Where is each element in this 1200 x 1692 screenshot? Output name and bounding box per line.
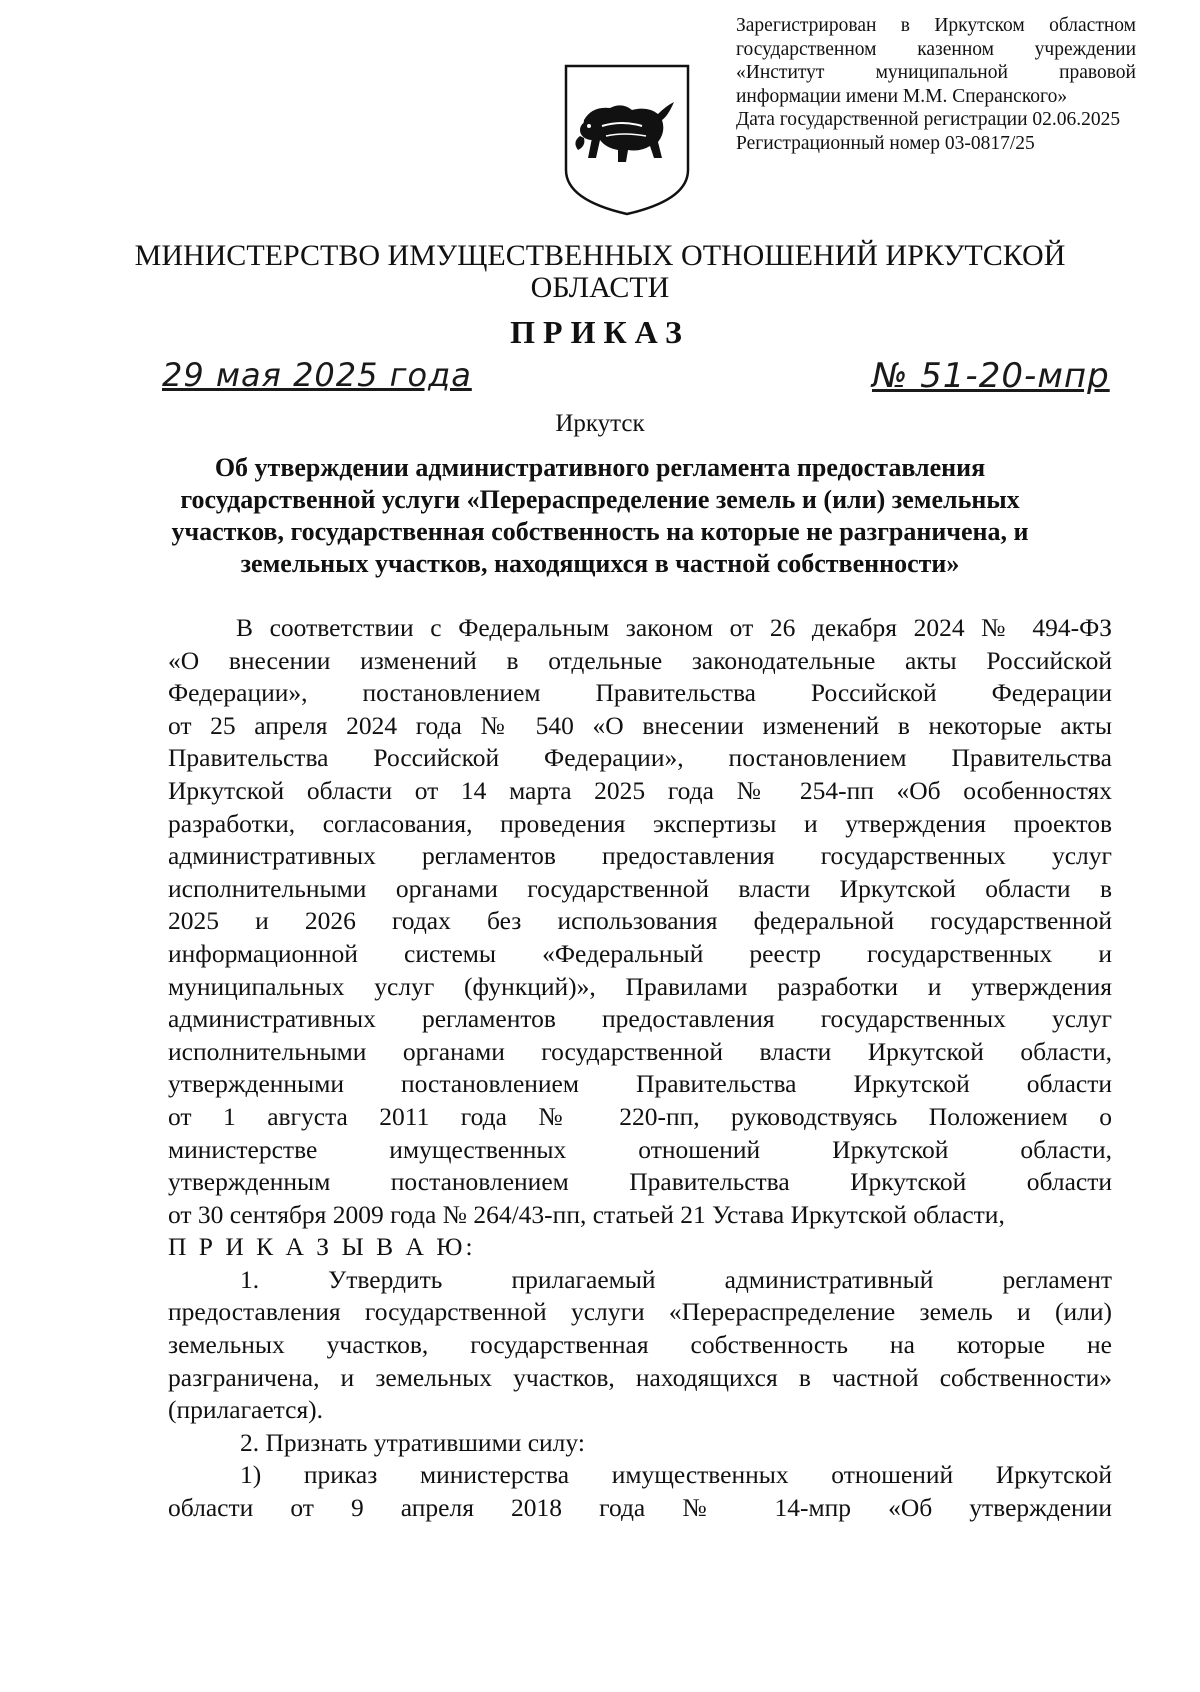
registration-stamp	[736, 14, 1136, 155]
registration-line: информации имени М.М. Сперанского»	[736, 85, 1068, 107]
ministry-name-line: ОБЛАСТИ	[530, 271, 670, 304]
body-line: административных регламентов предоставления государственных услуг	[168, 841, 1112, 871]
body-line: исполнительными органами государственной власти Иркутской области в	[168, 873, 1112, 903]
document-subject	[150, 452, 1050, 580]
body-line: Правительства Российской Федерации», постановлением Правительства	[168, 743, 1112, 773]
body-line: 2025 и 2026 годах без использования федеральной государственной	[168, 906, 1112, 936]
body-line: Федерации», постановлением Правительства Российской Федерации	[168, 678, 1112, 708]
body-line: административных регламентов предоставления государственных услуг	[168, 1004, 1112, 1034]
body-line: утвержденными постановлением Правительства Иркутской области	[168, 1069, 1112, 1099]
city: Иркутск	[555, 410, 645, 437]
body-line: «О внесении изменений в отдельные законодательные акты Российской	[168, 645, 1112, 675]
body-line: предоставления государственной услуги «Перераспределение земель и (или)	[168, 1297, 1112, 1327]
body-line: утвержденным постановлением Правительства Иркутской области	[168, 1167, 1112, 1197]
body-line: от 1 августа 2011 года № 220-пп, руководствуясь Положением о	[168, 1101, 1112, 1131]
registration-line: Зарегистрирован в Иркутском областном	[736, 15, 1136, 36]
body-line: от 25 апреля 2024 года № 540 «О внесении изменений в некоторые акты	[168, 710, 1112, 740]
ministry-name-line: МИНИСТЕРСТВО ИМУЩЕСТВЕННЫХ ОТНОШЕНИЙ ИРКУТСКОЙ	[134, 239, 1066, 272]
body-line: Иркутской области от 14 марта 2025 года № 254-пп «Об особенностях	[168, 775, 1112, 805]
document-body	[168, 612, 1112, 1525]
subject-line: государственной услуги «Перераспределение земель и (или) земельных	[180, 485, 1020, 514]
body-line: области от 9 апреля 2018 года № 14-мпр «Об утверждении	[168, 1493, 1112, 1523]
body-line: информационной системы «Федеральный реестр государственных и	[168, 938, 1112, 968]
subject-line: Об утверждении административного регламента предоставления	[214, 453, 986, 482]
handwritten-number: № 51-20-мпр	[872, 356, 1110, 396]
body-line: разграничена, и земельных участков, находящихся в частной собственности»	[168, 1362, 1112, 1392]
body-line: 1) приказ министерства имущественных отношений Иркутской	[240, 1460, 1112, 1490]
subject-line: участков, государственная собственность на которые не разграничена, и	[171, 517, 1029, 546]
registration-line: государственном казенном учреждении	[736, 38, 1136, 60]
body-line: (прилагается).	[168, 1395, 324, 1425]
handwritten-date: 29 мая 2025 года	[162, 356, 472, 394]
body-line: министерстве имущественных отношений Иркутской области,	[168, 1134, 1112, 1164]
subject-line: земельных участков, находящихся в частной собственности»	[240, 549, 960, 578]
document-type: ПРИКАЗ	[510, 314, 690, 350]
registration-number: Регистрационный номер 03-0817/25	[736, 132, 1035, 154]
order-directive: П Р И К А З Ы В А Ю:	[168, 1232, 476, 1262]
body-line: 2. Признать утратившими силу:	[240, 1427, 585, 1457]
body-line: В соответствии с Федеральным законом от 26 декабря 2024 № 494-ФЗ	[236, 613, 1112, 642]
coat-of-arms-icon	[562, 62, 692, 218]
registration-date: Дата государственной регистрации 02.06.2025	[736, 109, 1121, 130]
ministry-name	[120, 240, 1080, 304]
body-line: от 30 сентября 2009 года № 264/43-пп, статьей 21 Устава Иркутской области,	[168, 1199, 1005, 1229]
body-line: муниципальных услуг (функций)», Правилами разработки и утверждения	[168, 971, 1112, 1001]
registration-line: «Институт муниципальной правовой	[736, 62, 1136, 83]
body-line: исполнительными органами государственной власти Иркутской области,	[168, 1036, 1112, 1066]
body-line: разработки, согласования, проведения экспертизы и утверждения проектов	[168, 808, 1112, 838]
body-line: земельных участков, государственная собственность на которые не	[168, 1330, 1112, 1360]
body-line: 1. Утвердить прилагаемый административный регламент	[240, 1264, 1112, 1294]
